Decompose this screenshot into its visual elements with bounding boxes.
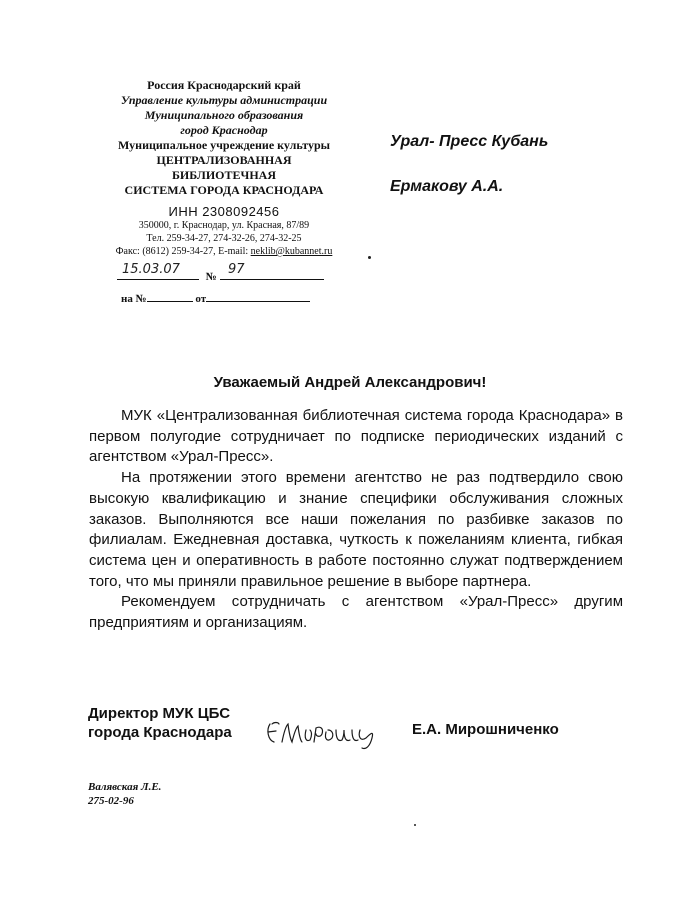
executor-phone: 275-02-96 — [88, 795, 134, 807]
signatory-name: Е.А. Мирошниченко — [412, 721, 559, 738]
letterhead-municipality: Муниципального образования — [144, 108, 304, 122]
ref-number-handwritten: 97 — [228, 262, 245, 277]
executor-info — [88, 780, 161, 808]
letter-body — [89, 406, 623, 634]
letterhead-department: Управление культуры администрации — [120, 93, 328, 107]
letterhead-phones: Тел. 259-34-27, 274-32-26, 274-32-25 — [146, 233, 302, 244]
body-paragraph-2: На протяжении этого времени агентство не раз подтвердило свою высокую квалификацию и знание специфики обслуживания сложных заказов. Выполняются все наши пожелания по разбивке заказов по филиалам. Ежедневная доставка, чуткость к пожеланиям клиента, гибкая система цен и оперативность в работе постоянно служат подтверждением того, что мы приняли правильное решение в выборе партнера. — [89, 469, 623, 590]
handwritten-signature — [262, 712, 397, 752]
letterhead-address: 350000, г. Краснодар, ул. Красная, 87/89 — [138, 220, 310, 231]
salutation: Уважаемый Андрей Александрович! — [213, 374, 487, 391]
ref-line-reply — [121, 289, 310, 305]
ref-reply-from-label: от — [195, 293, 207, 305]
recipient-person: Ермакову А.А. — [390, 178, 504, 195]
letterhead-fax — [88, 245, 360, 258]
letterhead-email-link[interactable]: neklib@kubannet.ru — [250, 246, 333, 257]
scan-speck — [368, 256, 371, 259]
signatory-title-line2: города Краснодара — [88, 724, 232, 741]
ref-reply-number-blank — [147, 289, 193, 302]
letterhead-country: Россия Краснодарский край — [147, 78, 301, 92]
letterhead-inn: ИНН 2308092456 — [168, 204, 280, 219]
ref-reply-label: на № — [121, 293, 147, 305]
signatory-title — [88, 704, 232, 742]
ref-number-label: № — [205, 271, 217, 283]
letterhead-city: город Краснодар — [180, 123, 268, 137]
recipient-organization: Урал- Пресс Кубань — [390, 133, 549, 150]
letterhead-org-line1: ЦЕНТРАЛИЗОВАННАЯ — [156, 153, 292, 167]
ref-date-handwritten: 15.03.07 — [122, 262, 180, 277]
scan-speck — [414, 824, 416, 826]
letterhead-org-line3: СИСТЕМА ГОРОДА КРАСНОДАРА — [124, 183, 324, 197]
executor-name: Валявская Л.Е. — [88, 781, 162, 793]
letterhead-institution-type: Муниципальное учреждение культуры — [117, 138, 331, 152]
body-paragraph-1: МУК «Централизованная библиотечная система города Краснодара» в первом полугодие сотрудничает по подписке периодических изданий с агентством «Урал-Пресс». — [89, 407, 623, 466]
letterhead-org-line2: БИБЛИОТЕЧНАЯ — [172, 168, 276, 182]
signatory-title-line1: Директор МУК ЦБС — [88, 705, 231, 722]
letterhead-fax-prefix: Факс: (8612) 259-34-27, E-mail: — [115, 246, 251, 257]
body-paragraph-3: Рекомендуем сотрудничать с агентством «Урал-Пресс» другим предприятиям и организациям. — [89, 593, 623, 632]
ref-reply-date-blank — [206, 289, 310, 302]
letterhead — [88, 78, 360, 258]
